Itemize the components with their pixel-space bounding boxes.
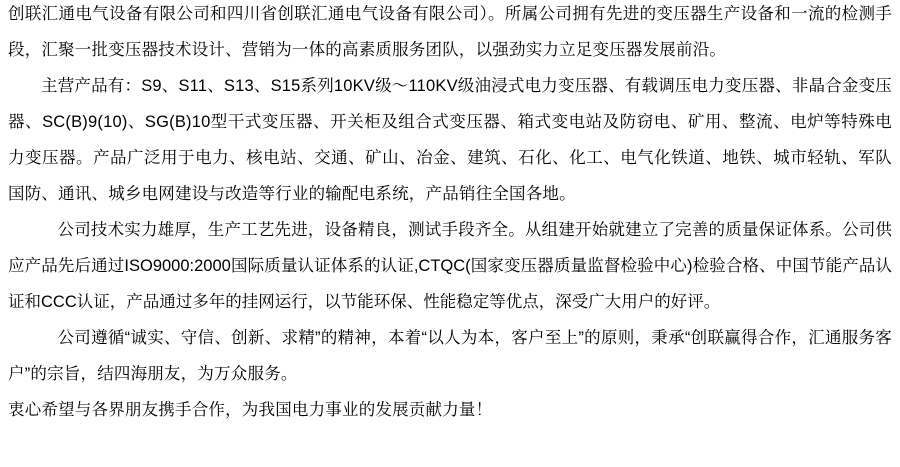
paragraph-closing-wish: 衷心希望与各界朋友携手合作，为我国电力事业的发展贡献力量！ xyxy=(8,401,493,419)
paragraph-company-spirit: 公司遵循“诚实、守信、创新、求精”的精神，本着“以人为本，客户至上”的原则，秉承“创联赢得合作，汇通服务客户”的宗旨，结四海朋友，为万众服务。 xyxy=(8,329,892,383)
paragraph-main-products: 主营产品有：S9、S11、S13、S15系列10KV级～110KV级油浸式电力变压器、有载调压电力变压器、非晶合金变压器、SC(B)9(10)、SG(B)10型干式变压器、开关柜及组合式变压器、箱式变电站及防窃电、矿用、整流、电炉等特殊电力变压器。产品广泛用于电力、核电站、交通、矿山、冶金、建筑、石化、化工、电气化铁道、地铁、城市轻轨、军队国防、通讯、城乡电网建设与改造等行业的输配电系统，产品销往全国各地。 xyxy=(8,77,893,203)
paragraph-technical-strength: 公司技术实力雄厚，生产工艺先进，设备精良，测试手段齐全。从组建开始就建立了完善的质量保证体系。公司供应产品先后通过ISO9000:2000国际质量认证体系的认证,CTQC(国家变压器质量监督检验中心)检验合格、中国节能产品认证和CCC认证，产品通过多年的挂网运行，以节能环保、性能稳定等优点，深受广大用户的好评。 xyxy=(8,221,892,311)
paragraph-company-intro: 创联汇通电气设备有限公司和四川省创联汇通电气设备有限公司）。所属公司拥有先进的变压器生产设备和一流的检测手段，汇聚一批变压器技术设计、营销为一体的高素质服务团队，以强劲实力立足变压器发展前沿。 xyxy=(8,5,892,59)
